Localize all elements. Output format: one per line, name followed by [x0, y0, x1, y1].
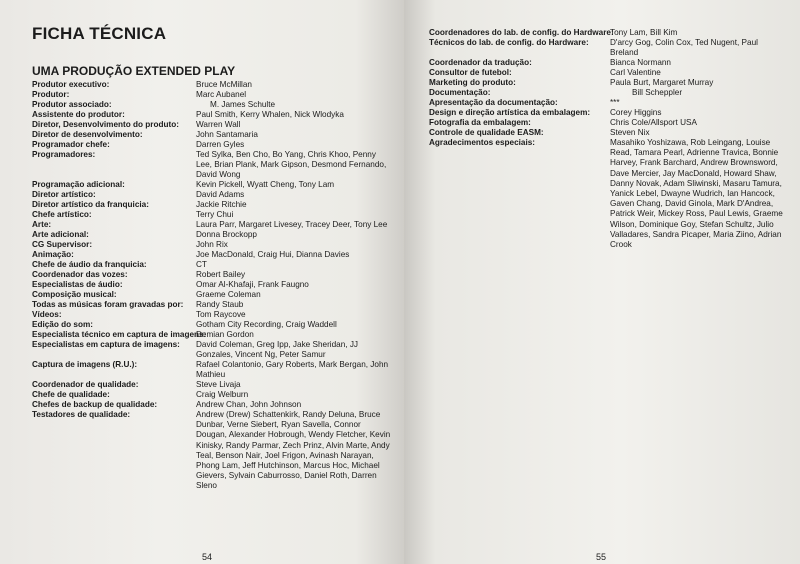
credit-role: Especialistas em captura de imagens: — [32, 340, 180, 349]
credit-role: Agradecimentos especiais: — [429, 138, 536, 147]
credit-names: M. James Schulte — [210, 100, 276, 109]
credit-names: Donna Brockopp — [196, 230, 257, 239]
credit-names: Carl Valentine — [610, 68, 661, 77]
credit-role: Especialista técnico em captura de imagens: — [32, 330, 207, 339]
credit-role: Chefe de qualidade: — [32, 390, 110, 399]
credit-names: Bruce McMillan — [196, 80, 252, 89]
credit-names: Robert Bailey — [196, 270, 246, 279]
credit-names: Craig Welburn — [196, 390, 249, 399]
credit-role: Marketing do produto: — [429, 78, 516, 87]
credit-role: Diretor artístico: — [32, 190, 96, 199]
credit-role: Programador chefe: — [32, 140, 110, 149]
credit-role: Chefe artístico: — [32, 210, 92, 219]
credit-role: Consultor de futebol: — [429, 68, 512, 77]
credit-role: Animação: — [32, 250, 74, 259]
credit-role: Produtor associado: — [32, 100, 112, 109]
credit-role: Documentação: — [429, 88, 491, 97]
credit-role: Coordenadores do lab. de config. do Hardware: — [429, 28, 614, 37]
credit-names: David Coleman, Greg Ipp, Jake Sheridan, JJ Gonzales, Vincent Ng, Peter Samur — [196, 340, 359, 360]
credit-role: Composição musical: — [32, 290, 117, 299]
credit-role: Programação adicional: — [32, 180, 125, 189]
credit-names: Tony Lam, Bill Kim — [610, 28, 678, 37]
production-heading: UMA PRODUÇÃO EXTENDED PLAY — [32, 64, 236, 78]
page-number-left: 54 — [202, 552, 213, 562]
credit-role: Especialistas de áudio: — [32, 280, 123, 289]
credit-role: Produtor executivo: — [32, 80, 110, 89]
credit-names: Paula Burt, Margaret Murray — [610, 78, 714, 87]
credit-names: Bianca Normann — [610, 58, 671, 67]
credit-role: Todas as músicas foram gravadas por: — [32, 300, 184, 309]
credit-names: Tom Raycove — [196, 310, 246, 319]
credit-role: Assistente do produtor: — [32, 110, 125, 119]
credit-role: Arte adicional: — [32, 230, 89, 239]
page-title: FICHA TÉCNICA — [32, 24, 167, 43]
credit-names: John Rix — [196, 240, 228, 249]
credit-names: David Adams — [196, 190, 245, 199]
credit-names: Corey Higgins — [610, 108, 662, 117]
credit-names: Terry Chui — [196, 210, 234, 219]
credit-role: Edição do som: — [32, 320, 93, 329]
credit-names: Steve Livaja — [196, 380, 241, 389]
credit-role: Controle de qualidade EASM: — [429, 128, 544, 137]
credit-role: Apresentação da documentação: — [429, 98, 558, 107]
credit-role: Diretor de desenvolvimento: — [32, 130, 143, 139]
credit-names: Paul Smith, Kerry Whalen, Nick Wlodyka — [196, 110, 344, 119]
credit-names: Jackie Ritchie — [196, 200, 247, 209]
credit-names: Demian Gordon — [196, 330, 254, 339]
credit-role: Técnicos do lab. de config. do Hardware: — [429, 38, 589, 47]
credit-role: CG Supervisor: — [32, 240, 93, 249]
credit-names: Joe MacDonald, Craig Hui, Dianna Davies — [196, 250, 350, 259]
credit-role: Design e direção artística da embalagem: — [429, 108, 591, 117]
credit-names: Marc Aubanel — [196, 90, 247, 99]
credit-names: Andrew (Drew) Schattenkirk, Randy Deluna, Bruce Dunbar, Verne Siebert, Ryan Savella, Connor Dougan, Alexander Hobrough, Wendy Fletcher, Kevin Kinisky, Randy Parmar, Zech Prinz, Alvin Marte, Andy Teal, Benson Nair, Joel Frigon, Avinash Narayan, Phong Lam, Jeff Hutchinson, Marcus Hoc, Michael Gievers, Sylvain Caburrosso, Daniel Roth, Darren Sleno — [196, 410, 391, 491]
credit-role: Coordenador de qualidade: — [32, 380, 139, 389]
credit-names: Ted Sylka, Ben Cho, Bo Yang, Chris Khoo, Penny Lee, Brian Plank, Mark Gipson, Desmond Fernando, David Wong — [196, 150, 387, 180]
credit-role: Chefe de áudio da franquicia: — [32, 260, 147, 269]
credit-role: Fotografia da embalagem: — [429, 118, 531, 127]
credit-role: Programadores: — [32, 150, 96, 159]
credit-role: Diretor, Desenvolvimento do produto: — [32, 120, 179, 129]
right-page — [404, 0, 800, 564]
credit-names: Steven Nix — [610, 128, 650, 137]
credit-role: Vídeos: — [32, 310, 62, 319]
credit-names: Laura Parr, Margaret Livesey, Tracey Deer, Tony Lee — [196, 220, 388, 229]
credit-names: Bill Scheppler — [632, 88, 683, 97]
credit-role: Chefes de backup de qualidade: — [32, 400, 158, 409]
credit-role: Arte: — [32, 220, 52, 229]
credit-role: Diretor artístico da franquicia: — [32, 200, 149, 209]
credit-names: Rafael Colantonio, Gary Roberts, Mark Bergan, John Mathieu — [196, 360, 389, 380]
credit-role: Coordenador da tradução: — [429, 58, 532, 67]
credit-names: Chris Cole/Allsport USA — [610, 118, 697, 127]
credit-role: Coordenador das vozes: — [32, 270, 128, 279]
page-number-right: 55 — [596, 552, 607, 562]
credit-role: Testadores de qualidade: — [32, 410, 131, 419]
credit-names: *** — [610, 98, 620, 107]
credit-names: Graeme Coleman — [196, 290, 261, 299]
credit-names: Kevin Pickell, Wyatt Cheng, Tony Lam — [196, 180, 335, 189]
credit-names: Darren Gyles — [196, 140, 245, 149]
credit-names: D'arcy Gog, Colin Cox, Ted Nugent, Paul Breland — [610, 38, 758, 58]
credit-names: John Santamaria — [196, 130, 258, 139]
credit-names: Gotham City Recording, Craig Waddell — [196, 320, 337, 329]
credit-names: Masahiko Yoshizawa, Rob Leingang, Louise Read, Tamara Pearl, Adrienne Travica, Bonnie Harvey, Frank Barchard, Andrew Brownsword, Dave Mercier, Jay MacDonald, Howard Shaw, Danny Novak, Adam Sliwinski, Masaru Tamura, Yanick Lebel, Dwayne Wudrich, Ian Hancock, Gaven Chang, David Ginola, Mark D'Andrea, Patrick Weir, Mickey Ross, Paul Lewis, Graeme Wilson, Dominique Goy, Stefan Schultz, Julio Valladares, Sandra Picaper, Maria Ziino, Adrian Crook — [610, 138, 783, 250]
credit-names: Randy Staub — [196, 300, 244, 309]
credit-names: Andrew Chan, John Johnson — [196, 400, 302, 409]
credit-names: CT — [196, 260, 207, 269]
credit-role: Captura de imagens (R.U.): — [32, 360, 138, 369]
credit-names: Omar Al-Khafaji, Frank Faugno — [196, 280, 309, 289]
credit-names: Warren Wall — [196, 120, 241, 129]
credit-role: Produtor: — [32, 90, 70, 99]
